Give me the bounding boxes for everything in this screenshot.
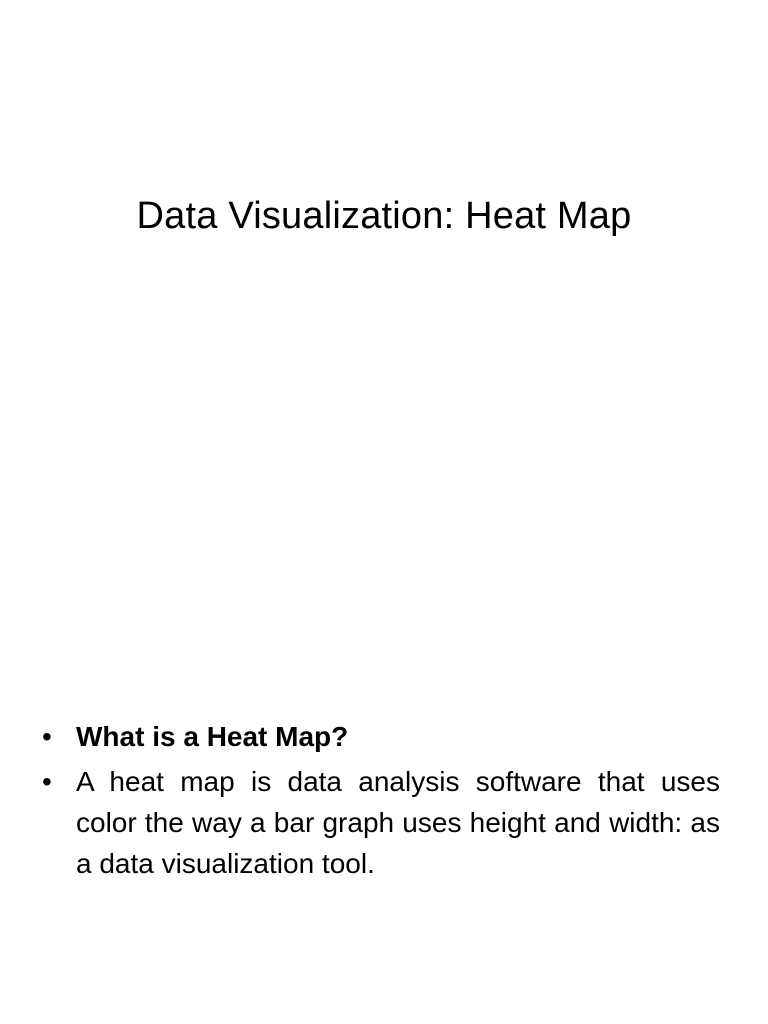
slide-title: Data Visualization: Heat Map bbox=[136, 195, 632, 237]
bullet-icon: • bbox=[42, 721, 52, 752]
bullet-list bbox=[42, 716, 720, 888]
bullet-icon: • bbox=[42, 766, 52, 797]
list-item bbox=[42, 761, 720, 884]
list-item bbox=[42, 716, 720, 757]
bullet-body: A heat map is data analysis software that uses color the way a bar graph uses height and width: as a data visualization tool. bbox=[76, 766, 720, 879]
bullet-heading: What is a Heat Map? bbox=[76, 721, 349, 752]
